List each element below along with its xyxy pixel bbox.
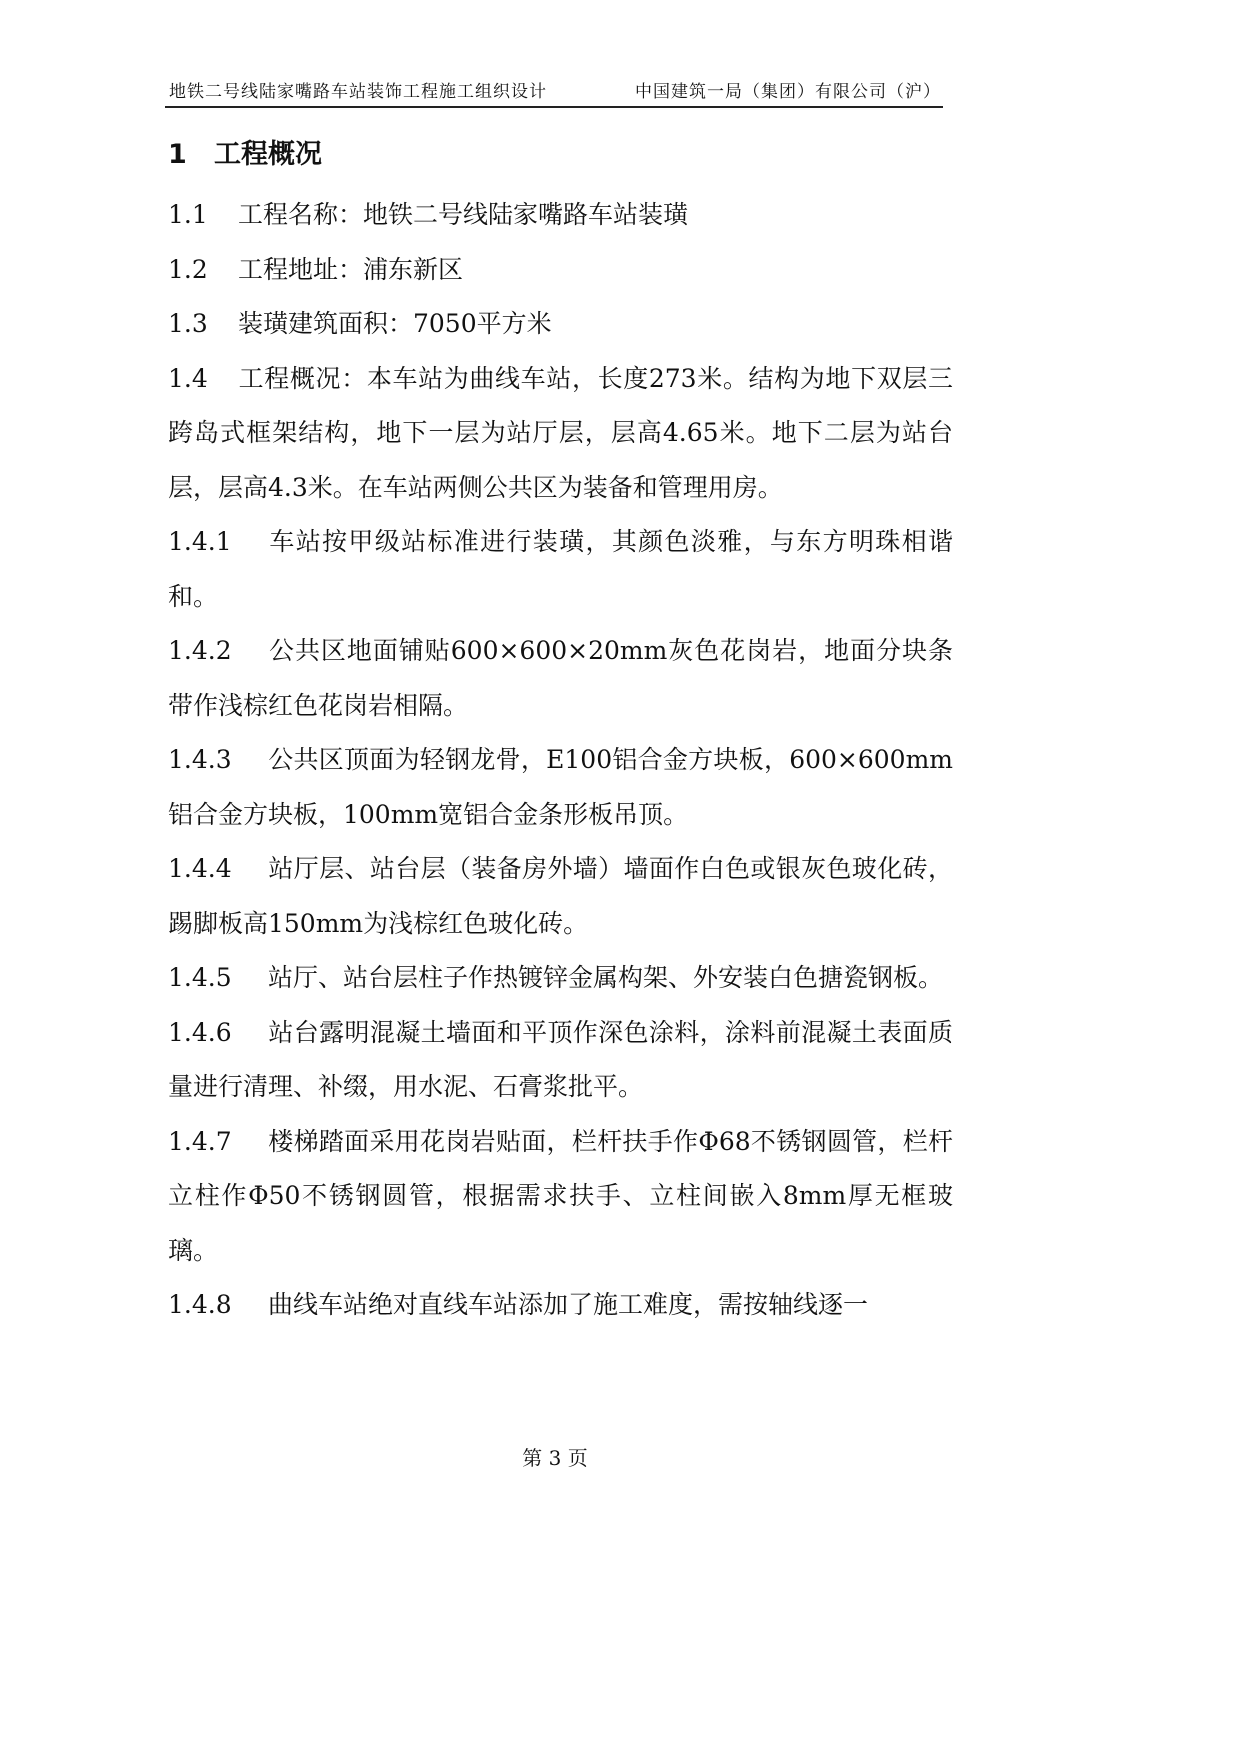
paragraph-number: 1.4.7 [168,1126,232,1156]
paragraph [168,951,953,1006]
section-number: 1 [168,139,187,170]
paragraph-text: 车站按甲级站标准进行装璜，其颜色淡雅，与东方明珠相谐和。 [168,527,953,611]
paragraph-text: 公共区顶面为轻钢龙骨，E100铝合金方块板，600×600mm铝合金方块板，100mm宽铝合金条形板吊顶。 [168,745,953,829]
paragraph-text: 站台露明混凝土墙面和平顶作深色涂料，涂料前混凝土表面质量进行清理、补缀，用水泥、石膏浆批平。 [168,1017,953,1101]
paragraph-text: 曲线车站绝对直线车站添加了施工难度，需按轴线逐一 [268,1290,869,1319]
section-heading [168,132,322,178]
paragraph-text: 工程地址：浦东新区 [238,254,464,284]
header-document-title: 地铁二号线陆家嘴路车站装饰工程施工组织设计 [169,82,547,102]
paragraph-number: 1.1 [168,200,208,229]
paragraph-number: 1.4.4 [168,854,232,883]
paragraph-number: 1.4.8 [168,1290,232,1319]
paragraph [168,352,953,516]
paragraph [168,842,953,951]
page-number: 第 3 页 [522,1446,588,1470]
paragraph-text: 楼梯踏面采用花岗岩贴面，栏杆扶手作Φ68不锈钢圆管，栏杆立柱作Φ50不锈钢圆管，根据需求扶手、立柱间嵌入8mm厚无框玻璃。 [168,1126,953,1265]
paragraph [168,733,953,842]
paragraph [168,1006,953,1115]
paragraph-number: 1.4 [168,363,208,393]
page-footer [0,1444,1110,1472]
paragraph-number: 1.4.1 [168,527,232,556]
paragraph-text: 装璜建筑面积：7050平方米 [238,309,552,338]
paragraph-number: 1.3 [168,309,208,338]
paragraph-text: 站厅、站台层柱子作热镀锌金属构架、外安装白色搪瓷钢板。 [268,963,944,992]
paragraph-text: 工程概况：本车站为曲线车站，长度273米。结构为地下双层三跨岛式框架结构，地下一层为站厅层，层高4.65米。地下二层为站台层，层高4.3米。在车站两侧公共区为装备和管理用房。 [168,363,953,502]
paragraph [168,297,953,352]
paragraph-number: 1.4.3 [168,745,232,774]
paragraph [168,243,953,298]
paragraph [168,515,953,624]
paragraph-number: 1.4.5 [168,963,232,992]
paragraph-number: 1.4.6 [168,1017,232,1047]
paragraph-number: 1.2 [168,254,208,284]
paragraph [168,1115,953,1279]
header-company-name: 中国建筑一局（集团）有限公司（沪） [635,82,941,102]
paragraph [168,1278,953,1333]
paragraph [168,624,953,733]
paragraph [168,188,953,243]
section-title: 工程概况 [214,139,322,170]
document-body [168,188,953,1333]
paragraph-text: 工程名称：地铁二号线陆家嘴路车站装璜 [238,200,689,229]
paragraph-text: 站厅层、站台层（装备房外墙）墙面作白色或银灰色玻化砖，踢脚板高150mm为浅棕红色玻化砖。 [168,854,953,938]
page-header [165,78,943,108]
paragraph-number: 1.4.2 [168,636,232,665]
paragraph-text: 公共区地面铺贴600×600×20mm灰色花岗岩，地面分块条带作浅棕红色花岗岩相隔。 [168,636,953,720]
